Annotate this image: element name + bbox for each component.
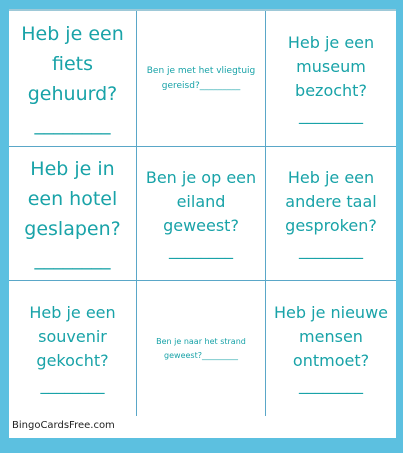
bingo-card bbox=[9, 9, 396, 438]
bingo-grid bbox=[9, 11, 396, 416]
site-credit: BingoCardsFree.com bbox=[12, 420, 115, 431]
bingo-cell-text: Heb je een andere taal gesproken?________ bbox=[285, 167, 377, 259]
bingo-cell-text: Heb je een souvenir gekocht?________ bbox=[29, 302, 116, 394]
bingo-cell-text: Heb je nieuwe mensen ontmoet?________ bbox=[274, 302, 388, 394]
bingo-cell-text: Ben je met het vliegtuig gereisd?_________ bbox=[146, 65, 256, 91]
bingo-cell-7[interactable] bbox=[9, 281, 137, 416]
bingo-cell-text: Heb je een museum bezocht?________ bbox=[287, 32, 375, 124]
bingo-cell-9[interactable] bbox=[266, 281, 396, 416]
bingo-cell-8[interactable] bbox=[137, 281, 266, 416]
bingo-cell-2[interactable] bbox=[137, 11, 266, 147]
bingo-cell-text: Heb je een fiets gehuurd?________ bbox=[21, 22, 124, 135]
bingo-cell-3[interactable] bbox=[266, 11, 396, 147]
bingo-cell-4[interactable] bbox=[9, 147, 137, 281]
bingo-cell-1[interactable] bbox=[9, 11, 137, 147]
bingo-cell-text: Heb je in een hotel geslapen?________ bbox=[24, 157, 121, 270]
bingo-cell-6[interactable] bbox=[266, 147, 396, 281]
bingo-cell-text: Ben je naar het strand geweest?_________ bbox=[156, 336, 246, 360]
bingo-cell-text: Ben je op een eiland geweest?________ bbox=[145, 167, 257, 259]
bingo-cell-5[interactable] bbox=[137, 147, 266, 281]
